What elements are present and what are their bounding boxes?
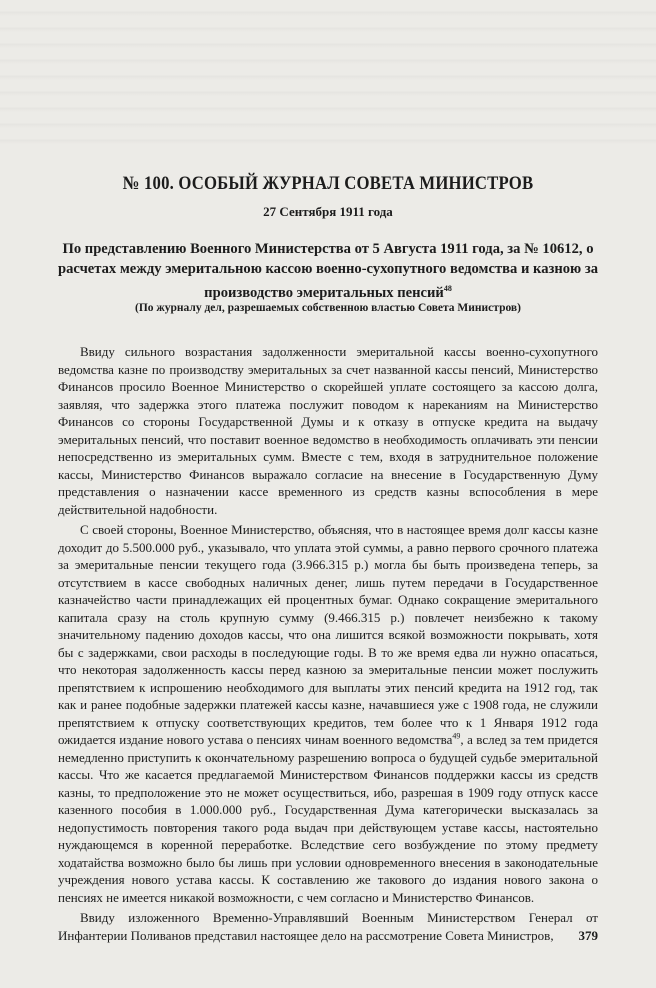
bleed-through-shadow	[0, 0, 656, 150]
body-text	[58, 343, 598, 944]
page-title: № 100. ОСОБЫЙ ЖУРНАЛ СОВЕТА МИНИСТРОВ	[122, 173, 534, 194]
document-subtitle	[40, 239, 616, 303]
subtitle-text: По представлению Военного Министерства от 5 Августа 1911 года, за № 10612, о расчетах между эмеритальною кассою военно-сухопутного ведомства и казною за производство эмеритальных пенсий	[57, 241, 599, 301]
subtitle-footnote-mark: 48	[443, 284, 452, 293]
footnote-mark-49: 49	[452, 731, 461, 741]
page-number: 379	[578, 928, 598, 943]
journal-note: (По журналу дел, разрешаемых собственною властью Совета Министров)	[135, 302, 521, 314]
paragraph-2-part-2: , а вслед за тем придется немедленно приступить к окончательному разрешению вопроса о будущей судьбе эмеритальной кассы. Что же касается предлагаемой Министерством Финансов поддержки кассы из средств казны, то предположение это не может осуществиться, ибо, разрешая в 1909 году отпуск кассе казенного пособия в 1.000.000 руб., Государственная Дума категорически высказалась за недопустимость повторения такого рода выдач при действующем уставе кассы, настоятельно нуждающемся в коренной переработке. Вследствие сего возбуждение по этому предмету ходатайства возможно было бы лишь при условии одновременного внесения в законодательные учреждения нового устава кассы. К составлению же такового до издания нового закона о пенсиях не имеется никакой возможности, с чем согласно и Министерство Финансов.	[58, 732, 598, 905]
paragraph-1: Ввиду сильного возрастания задолженности эмеритальной кассы военно-сухопутного ведомства казне по производству эмеритальных за счет названной кассы пенсий, Министерство Финансов просило Военное Министерство о скорейшей уплате состоящего за кассою долга, заявляя, что задержка этого платежа послужит поводом к нареканиям на Министерство Финансов со стороны Государственной Думы и к отказу в отпуске кредита на выдачу эмеритальных пенсий, что поставит военное ведомство в необходимость оплачивать эти пенсии непосредственно из эмеритальных сумм. Вместе с тем, входя в затруднительное положение кассы, Министерство Финансов выражало согласие на внесение в Государственную Думу представления о назначении кассе временного из средств казны вспособления в мере действительной надобности.	[58, 344, 598, 517]
paragraph-2-part-1: С своей стороны, Военное Министерство, объясняя, что в настоящее время долг кассы казне доходит до 5.500.000 руб., указывало, что уплата этой суммы, а равно первого срочного платежа за эмеритальные пенсии текущего года (3.966.315 р.) могла бы быть произведена теперь, за отсутствием в кассе свободных наличных денег, лишь путем передачи в Государственное казначейство части принадлежащих ей процентных бумаг. Однако сокращение эмеритального капитала сразу на столь крупную сумму (9.466.315 р.) повлечет неизбежно к такому значительному падению доходов кассы, что она лишится всякой возможности покрывать, хотя бы с задержками, свои расходы в последующие годы. В то же время едва ли нужно опасаться, что некоторая задолженность кассы перед казною за эмеритальные пенсии может послужить препятствием к испрошению необходимого для выплаты этих пенсий кредита на 1912 год, так как и ранее подобные задержки платежей кассы казне, начавшиеся уже с 1908 года, не служили препятствием к отпуску соответствующих кредитов, тем более что к 1 Января 1912 года ожидается издание нового устава о пенсиях чинам военного ведомства	[58, 522, 598, 747]
paragraph-3: Ввиду изложенного Временно-Управлявший Военным Министерством Генерал от Инфантерии Поливанов представил настоящее дело на рассмотрение Совета Министров,	[58, 910, 598, 943]
document-date: 27 Сентября 1911 года	[263, 204, 393, 219]
paragraph-2	[58, 521, 598, 906]
